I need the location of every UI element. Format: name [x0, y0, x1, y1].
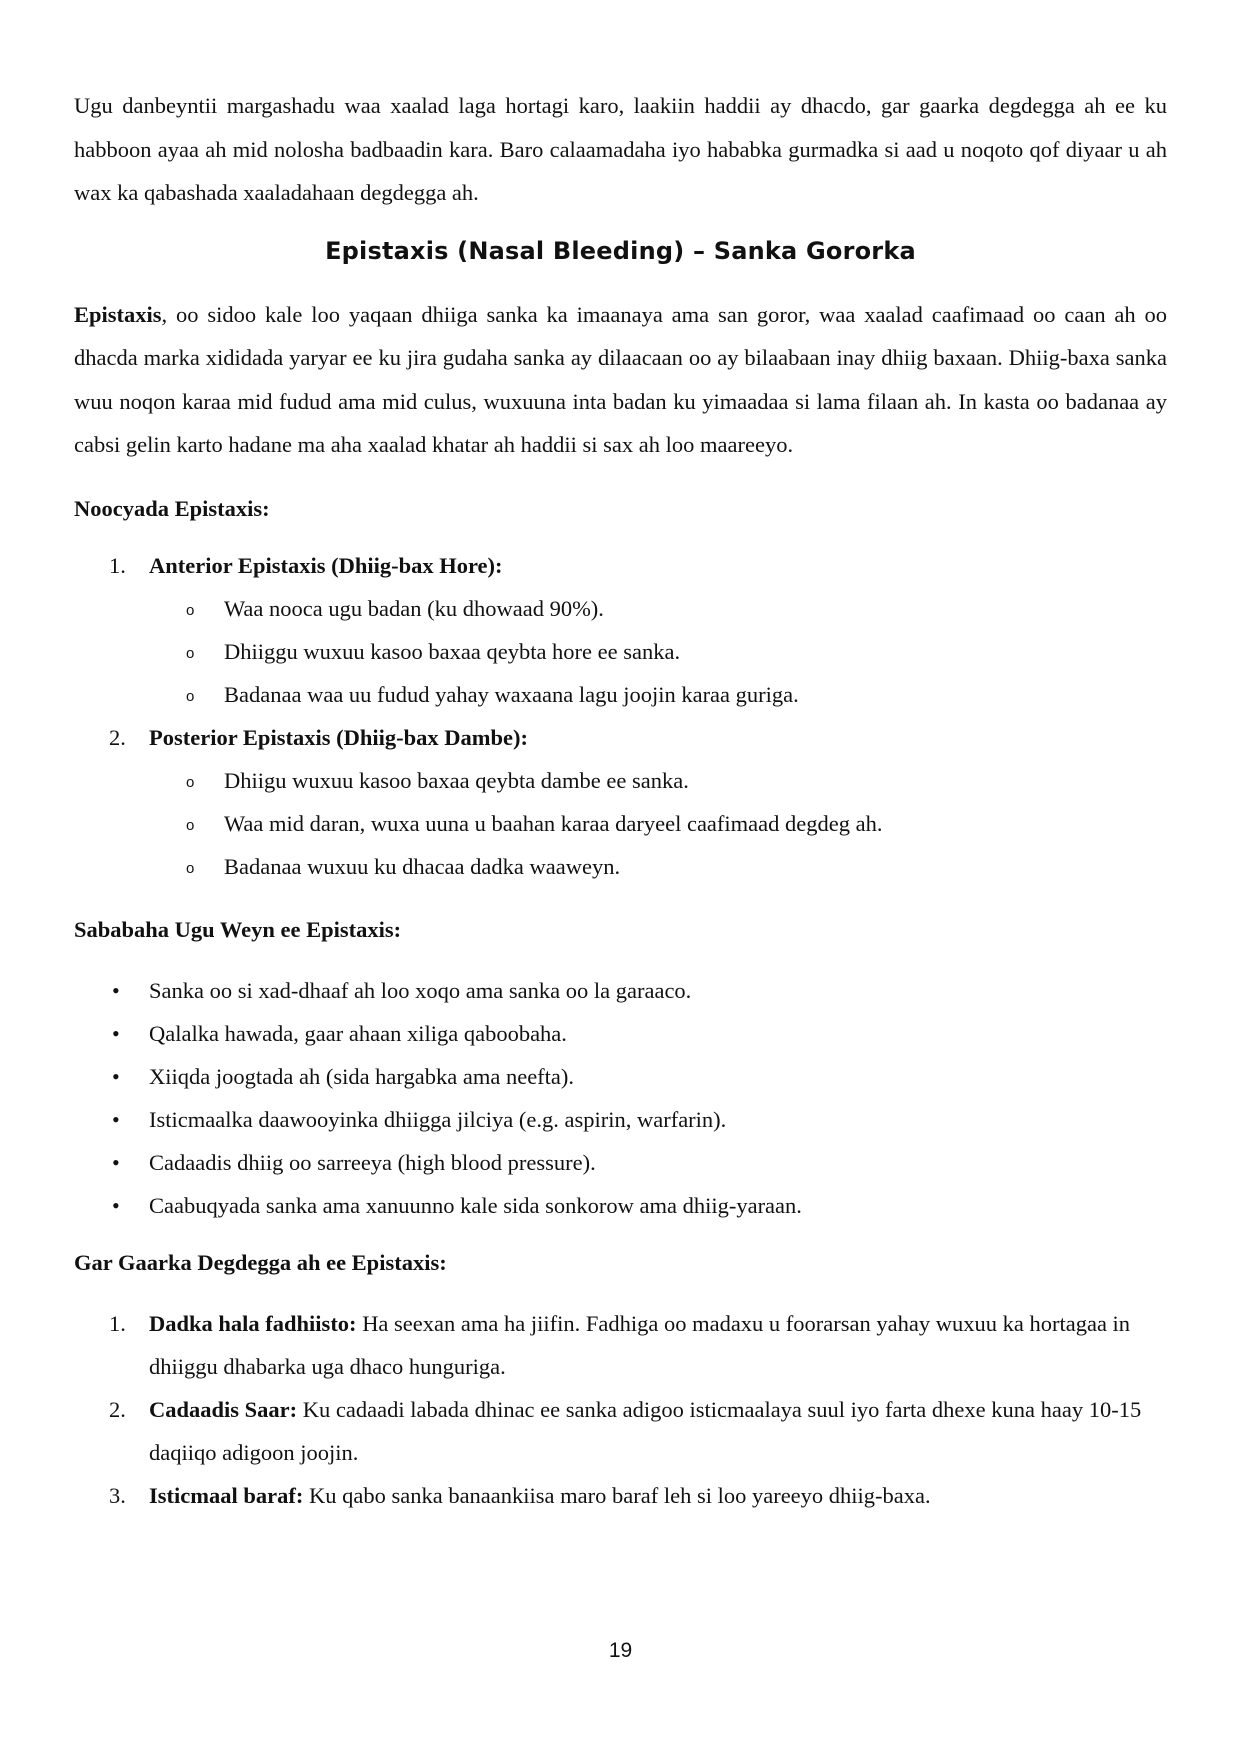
- list-item: [74, 845, 1167, 888]
- definition-text: , oo sidoo kale loo yaqaan dhiiga sanka ka imaanaya ama san goror, waa xaalad caafimaad oo caan ah oo dhacda marka xididada yaryar ee ku jira gudaha sanka ay dilaacaan oo ay bilaabaan inay dhiig baxaan. Dhiig-baxa sanka wuu noqon karaa mid fudud ama mid culus, wuxuuna inta badan ku yimaadaa si lama filaan ah. In kasta oo badanaa ay cabsi gelin karto hadane ma aha xaalad khatar ah haddii si sax ah loo maareeyo.: [74, 301, 1167, 457]
- list-item: [74, 1474, 1167, 1517]
- bullet-icon: •: [112, 1063, 120, 1089]
- step-number: 2.: [109, 1396, 126, 1422]
- circle-bullet-icon: o: [186, 601, 195, 619]
- step-text: Ku cadaadi labada dhinac ee sanka adigoo isticmaalaya suul iyo farta dhexe kuna haay 10-15 daqiiqo adigoon joojin.: [149, 1396, 1142, 1465]
- definition-paragraph: [74, 293, 1167, 467]
- page-number: 19: [608, 1639, 633, 1662]
- step-number: 3.: [109, 1482, 126, 1508]
- step-text: Ha seexan ama ha jiifin. Fadhiga oo madaxu u foorarsan yahay wuxuu ka hortagaa in dhiiggu dhabarka uga dhaco hunguriga.: [149, 1310, 1131, 1379]
- type-number: 1.: [109, 552, 126, 578]
- point-text: Dhiigu wuxuu kasoo baxaa qeybta dambe ee sanka.: [224, 767, 689, 793]
- bullet-icon: •: [112, 1020, 120, 1046]
- intro-paragraph: Ugu danbeyntii margashadu waa xaalad laga hortagi karo, laakiin haddii ay dhacdo, gar gaarka degdegga ah ee ku habboon ayaa ah mid nolosha badbaadin kara. Baro calaamadaha iyo hababka gurmadka si aad u noqoto qof diyaar u ah wax ka qabashada xaaladahaan degdegga ah.: [74, 93, 1167, 205]
- causes-list: [74, 969, 1167, 1227]
- cause-text: Isticmaalka daawooyinka dhiigga jilciya (e.g. aspirin, warfarin).: [149, 1106, 727, 1132]
- step-label: Isticmaal baraf:: [149, 1482, 304, 1508]
- list-item: [74, 1184, 1167, 1227]
- type-points: [149, 759, 1167, 888]
- bullet-icon: •: [112, 1149, 120, 1175]
- point-text: Badanaa wuxuu ku dhacaa dadka waaweyn.: [224, 853, 621, 879]
- type-label: Anterior Epistaxis (Dhiig-bax Hore):: [149, 552, 503, 578]
- list-item: [74, 630, 1167, 673]
- cause-text: Caabuqyada sanka ama xanuunno kale sida sonkorow ama dhiig-yaraan.: [149, 1192, 802, 1218]
- circle-bullet-icon: o: [186, 773, 195, 791]
- first-aid-heading: Gar Gaarka Degdegga ah ee Epistaxis:: [74, 1249, 447, 1275]
- type-number: 2.: [109, 724, 126, 750]
- circle-bullet-icon: o: [186, 687, 195, 705]
- list-item: [74, 969, 1167, 1012]
- point-text: Waa mid daran, wuxa uuna u baahan karaa daryeel caafimaad degdeg ah.: [224, 810, 883, 836]
- types-list: [74, 544, 1167, 888]
- bullet-icon: •: [112, 1192, 120, 1218]
- list-item: [74, 587, 1167, 630]
- type-item-anterior: [74, 544, 1167, 716]
- list-item: [74, 1141, 1167, 1184]
- list-item: [74, 1055, 1167, 1098]
- circle-bullet-icon: o: [186, 816, 195, 834]
- cause-text: Xiiqda joogtada ah (sida hargabka ama neefta).: [149, 1063, 575, 1089]
- cause-text: Cadaadis dhiig oo sarreeya (high blood pressure).: [149, 1149, 596, 1175]
- step-text: Ku qabo sanka banaankiisa maro baraf leh si loo yareeyo dhiig-baxa.: [303, 1482, 931, 1508]
- cause-text: Qalalka hawada, gaar ahaan xiliga qaboobaha.: [149, 1020, 567, 1046]
- type-item-posterior: [74, 716, 1167, 888]
- bullet-icon: •: [112, 1106, 120, 1132]
- type-label: Posterior Epistaxis (Dhiig-bax Dambe):: [149, 724, 528, 750]
- type-points: [149, 587, 1167, 716]
- point-text: Waa nooca ugu badan (ku dhowaad 90%).: [224, 595, 604, 621]
- first-aid-steps: [74, 1302, 1167, 1517]
- bullet-icon: •: [112, 977, 120, 1003]
- circle-bullet-icon: o: [186, 644, 195, 662]
- circle-bullet-icon: o: [186, 859, 195, 877]
- list-item: [74, 1302, 1167, 1388]
- list-item: [74, 802, 1167, 845]
- step-label: Dadka hala fadhiisto:: [149, 1310, 357, 1336]
- list-item: [74, 673, 1167, 716]
- list-item: [74, 1098, 1167, 1141]
- list-item: [74, 1388, 1167, 1474]
- section-title: Epistaxis (Nasal Bleeding) – Sanka Gororka: [325, 236, 916, 265]
- cause-text: Sanka oo si xad-dhaaf ah loo xoqo ama sanka oo la garaaco.: [149, 977, 692, 1003]
- list-item: [74, 759, 1167, 802]
- causes-heading: Sababaha Ugu Weyn ee Epistaxis:: [74, 916, 402, 942]
- step-number: 1.: [109, 1310, 126, 1336]
- step-label: Cadaadis Saar:: [149, 1396, 298, 1422]
- list-item: [74, 1012, 1167, 1055]
- point-text: Dhiiggu wuxuu kasoo baxaa qeybta hore ee sanka.: [224, 638, 681, 664]
- definition-term: Epistaxis: [74, 301, 162, 327]
- point-text: Badanaa waa uu fudud yahay waxaana lagu joojin karaa guriga.: [224, 681, 799, 707]
- document-page: [74, 84, 1167, 1517]
- types-heading: Noocyada Epistaxis:: [74, 495, 270, 521]
